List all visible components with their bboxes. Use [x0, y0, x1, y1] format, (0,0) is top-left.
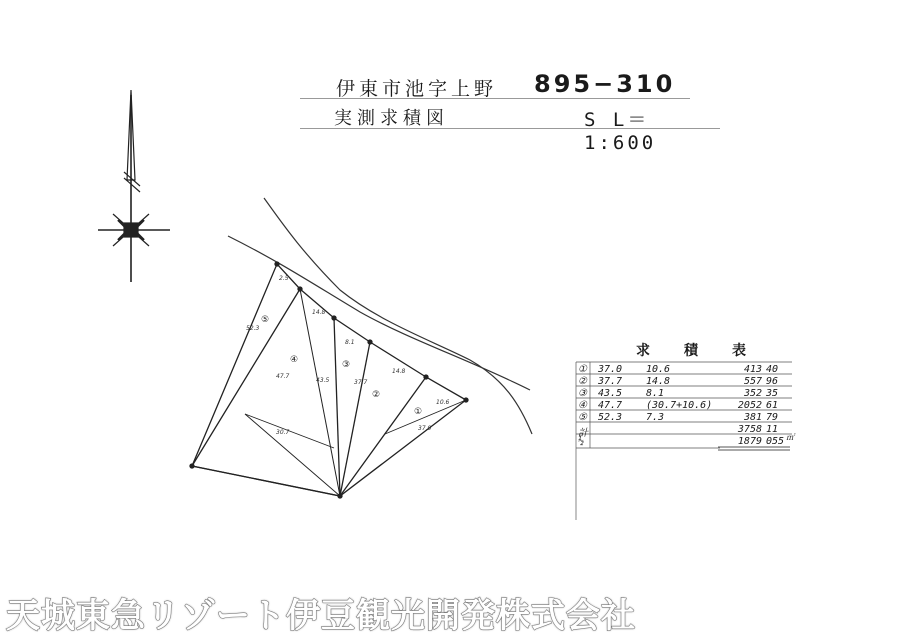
- north-arrow-icon: [98, 90, 170, 282]
- dimension-label: 43.5: [316, 377, 330, 384]
- area-decimal: 96: [766, 376, 779, 387]
- area-value: 352: [743, 388, 762, 399]
- area-value: 3758: [737, 424, 762, 435]
- area-decimal: 35: [766, 388, 779, 399]
- table-row: [576, 388, 798, 400]
- table-row: [576, 376, 798, 388]
- row-number: ⑤: [578, 412, 587, 423]
- area-value: 1879: [737, 436, 762, 447]
- parcel-marker-2: ②: [372, 390, 381, 400]
- address-text: 伊東市池字上野: [336, 78, 498, 100]
- row-number: ½: [578, 436, 585, 447]
- dimension-label: 37.7: [354, 379, 368, 386]
- row-number: ①: [578, 364, 587, 375]
- area-decimal: 40: [766, 364, 779, 375]
- dimension-label: 37.0: [418, 425, 432, 432]
- parcel-marker-1: ①: [414, 407, 423, 417]
- table-row: [576, 364, 798, 376]
- table-row-half: [576, 436, 798, 448]
- area-decimal: 055: [766, 436, 785, 447]
- table-row: [576, 412, 798, 424]
- dimension-label: 30.7: [276, 429, 290, 436]
- parcel-marker-5: ⑤: [261, 315, 270, 325]
- height-length: 10.6: [646, 364, 671, 375]
- base-length: 37.7: [598, 376, 623, 387]
- row-number: ③: [578, 388, 587, 399]
- drawing-name: 実測求積図: [334, 108, 449, 129]
- scale-label: S L＝1:600: [584, 109, 657, 154]
- parcel-marker-4: ④: [290, 355, 299, 365]
- area-value: 413: [743, 364, 762, 375]
- base-length: 52.3: [598, 412, 623, 423]
- base-length: 37.0: [598, 364, 623, 375]
- parcel-marker-3: ③: [342, 360, 351, 370]
- area-decimal: 11: [766, 424, 779, 435]
- lot-number: 895−310: [534, 70, 676, 98]
- area-value: 557: [743, 376, 762, 387]
- area-table: [576, 364, 798, 448]
- dimension-label: 10.6: [436, 399, 450, 406]
- company-watermark: 天城東急リゾート伊豆観光開発株式会社: [6, 596, 636, 636]
- row-number: 計: [578, 428, 588, 439]
- dimension-label: 14.8: [392, 368, 406, 375]
- dimension-label: 47.7: [276, 373, 290, 380]
- base-length: 47.7: [598, 400, 623, 411]
- area-decimal: 79: [766, 412, 779, 423]
- dimension-label: 52.3: [246, 325, 260, 332]
- base-length: 43.5: [598, 388, 623, 399]
- height-length: 14.8: [646, 376, 671, 387]
- height-length: (30.7+10.6): [646, 400, 713, 411]
- height-length: 8.1: [646, 388, 665, 399]
- area-decimal: 61: [766, 400, 779, 411]
- area-value: 381: [743, 412, 762, 423]
- row-number: ②: [578, 376, 587, 387]
- dimension-label: 14.8: [312, 309, 326, 316]
- height-length: 7.3: [646, 412, 665, 423]
- dimension-label: 8.1: [345, 339, 355, 346]
- area-table-title: 求 積 表: [636, 343, 756, 359]
- area-value: 2052: [737, 400, 762, 411]
- area-unit: ㎡: [786, 433, 794, 442]
- row-number: ④: [578, 400, 587, 411]
- table-row: [576, 400, 798, 412]
- dimension-label: 2.5: [279, 275, 289, 282]
